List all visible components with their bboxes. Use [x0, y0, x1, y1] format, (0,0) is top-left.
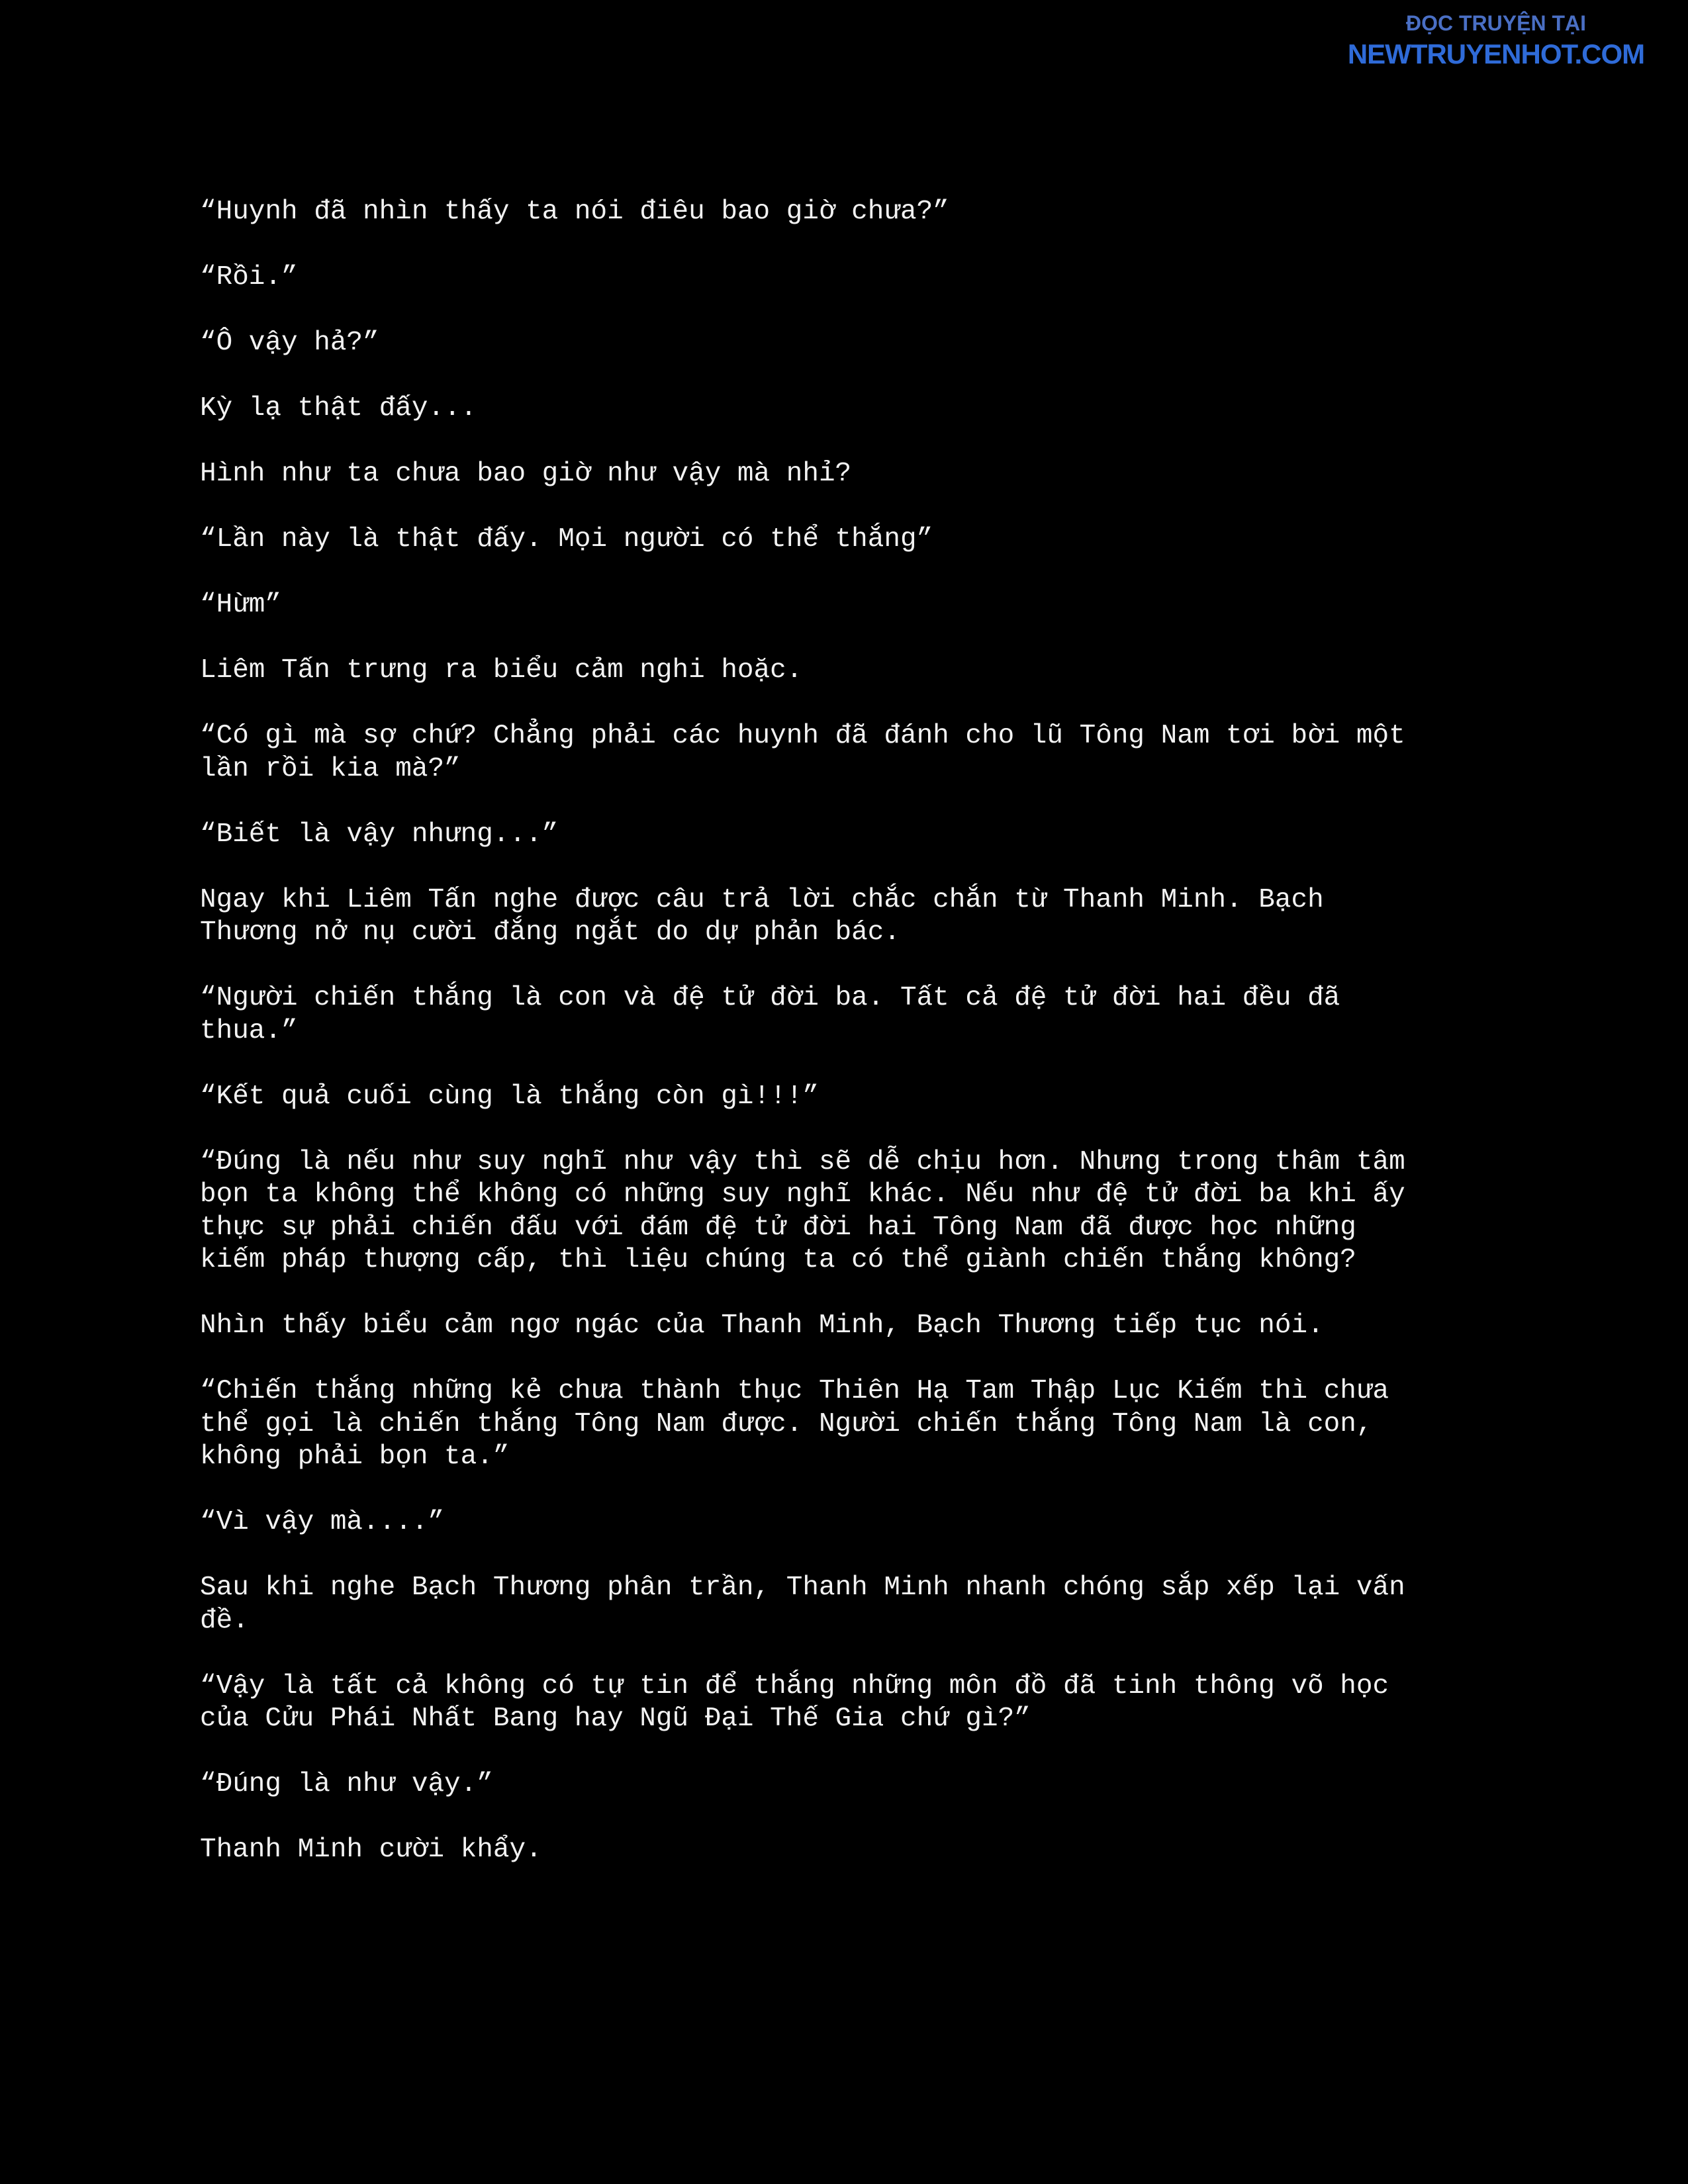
site-watermark — [1324, 9, 1668, 71]
watermark-site-name: NEWTRUYENHOT.COM — [1347, 38, 1645, 69]
watermark-tagline: ĐỌC TRUYỆN TẠI — [1406, 11, 1586, 35]
paragraph: “Có gì mà sợ chứ? Chẳng phải các huynh đã đánh cho lũ Tông Nam tơi bời một lần rồi kia mà?” — [200, 721, 1405, 784]
paragraph: Kỳ lạ thật đấy... — [200, 393, 477, 424]
paragraph: “Hừm” — [200, 590, 282, 620]
paragraph: “Người chiến thắng là con và đệ tử đời ba. Tất cả đệ tử đời hai đều đã thua.” — [200, 983, 1340, 1046]
paragraph: “Ô vậy hả?” — [200, 328, 379, 358]
paragraph: Hình như ta chưa bao giờ như vậy mà nhỉ? — [200, 459, 852, 489]
paragraph: Thanh Minh cười khẩy. — [200, 1835, 542, 1865]
paragraph: “Kết quả cuối cùng là thắng còn gì!!!” — [200, 1081, 819, 1112]
paragraph: Nhìn thấy biểu cảm ngơ ngác của Thanh Minh, Bạch Thương tiếp tục nói. — [200, 1310, 1324, 1341]
paragraph: “Chiến thắng những kẻ chưa thành thục Thiên Hạ Tam Thập Lục Kiếm thì chưa thể gọi là chiến thắng Tông Nam được. Người chiến thắng Tông Nam là con, không phải bọn ta.” — [200, 1376, 1389, 1472]
paragraph: Ngay khi Liêm Tấn nghe được câu trả lời chắc chắn từ Thanh Minh. Bạch Thương nở nụ cười đắng ngắt do dự phản bác. — [200, 884, 1324, 948]
paragraph: “Vì vậy mà....” — [200, 1507, 445, 1537]
paragraph: “Đúng là như vậy.” — [200, 1769, 493, 1799]
story-text — [200, 196, 1511, 1899]
paragraph: Liêm Tấn trưng ra biểu cảm nghi hoặc. — [200, 655, 803, 686]
paragraph: “Rồi.” — [200, 262, 298, 293]
paragraph: “Biết là vậy nhưng...” — [200, 819, 559, 850]
paragraph: “Huynh đã nhìn thấy ta nói điêu bao giờ chưa?” — [200, 197, 949, 227]
paragraph: “Đúng là nếu như suy nghĩ như vậy thì sẽ dễ chịu hơn. Nhưng trong thâm tâm bọn ta không thể không có những suy nghĩ khác. Nếu như đệ tử đời ba khi ấy thực sự phải chiến đấu với đám đệ tử đời hai Tông Nam đã được học những kiếm pháp thượng cấp, thì liệu chúng ta có thể giành chiến thắng không? — [200, 1146, 1405, 1275]
paragraph: “Vậy là tất cả không có tự tin để thắng những môn đồ đã tinh thông võ học của Cửu Phái Nhất Bang hay Ngũ Đại Thế Gia chứ gì?” — [200, 1670, 1389, 1734]
paragraph: Sau khi nghe Bạch Thương phân trần, Thanh Minh nhanh chóng sắp xếp lại vấn đề. — [200, 1572, 1405, 1636]
paragraph: “Lần này là thật đấy. Mọi người có thể thắng” — [200, 524, 933, 555]
